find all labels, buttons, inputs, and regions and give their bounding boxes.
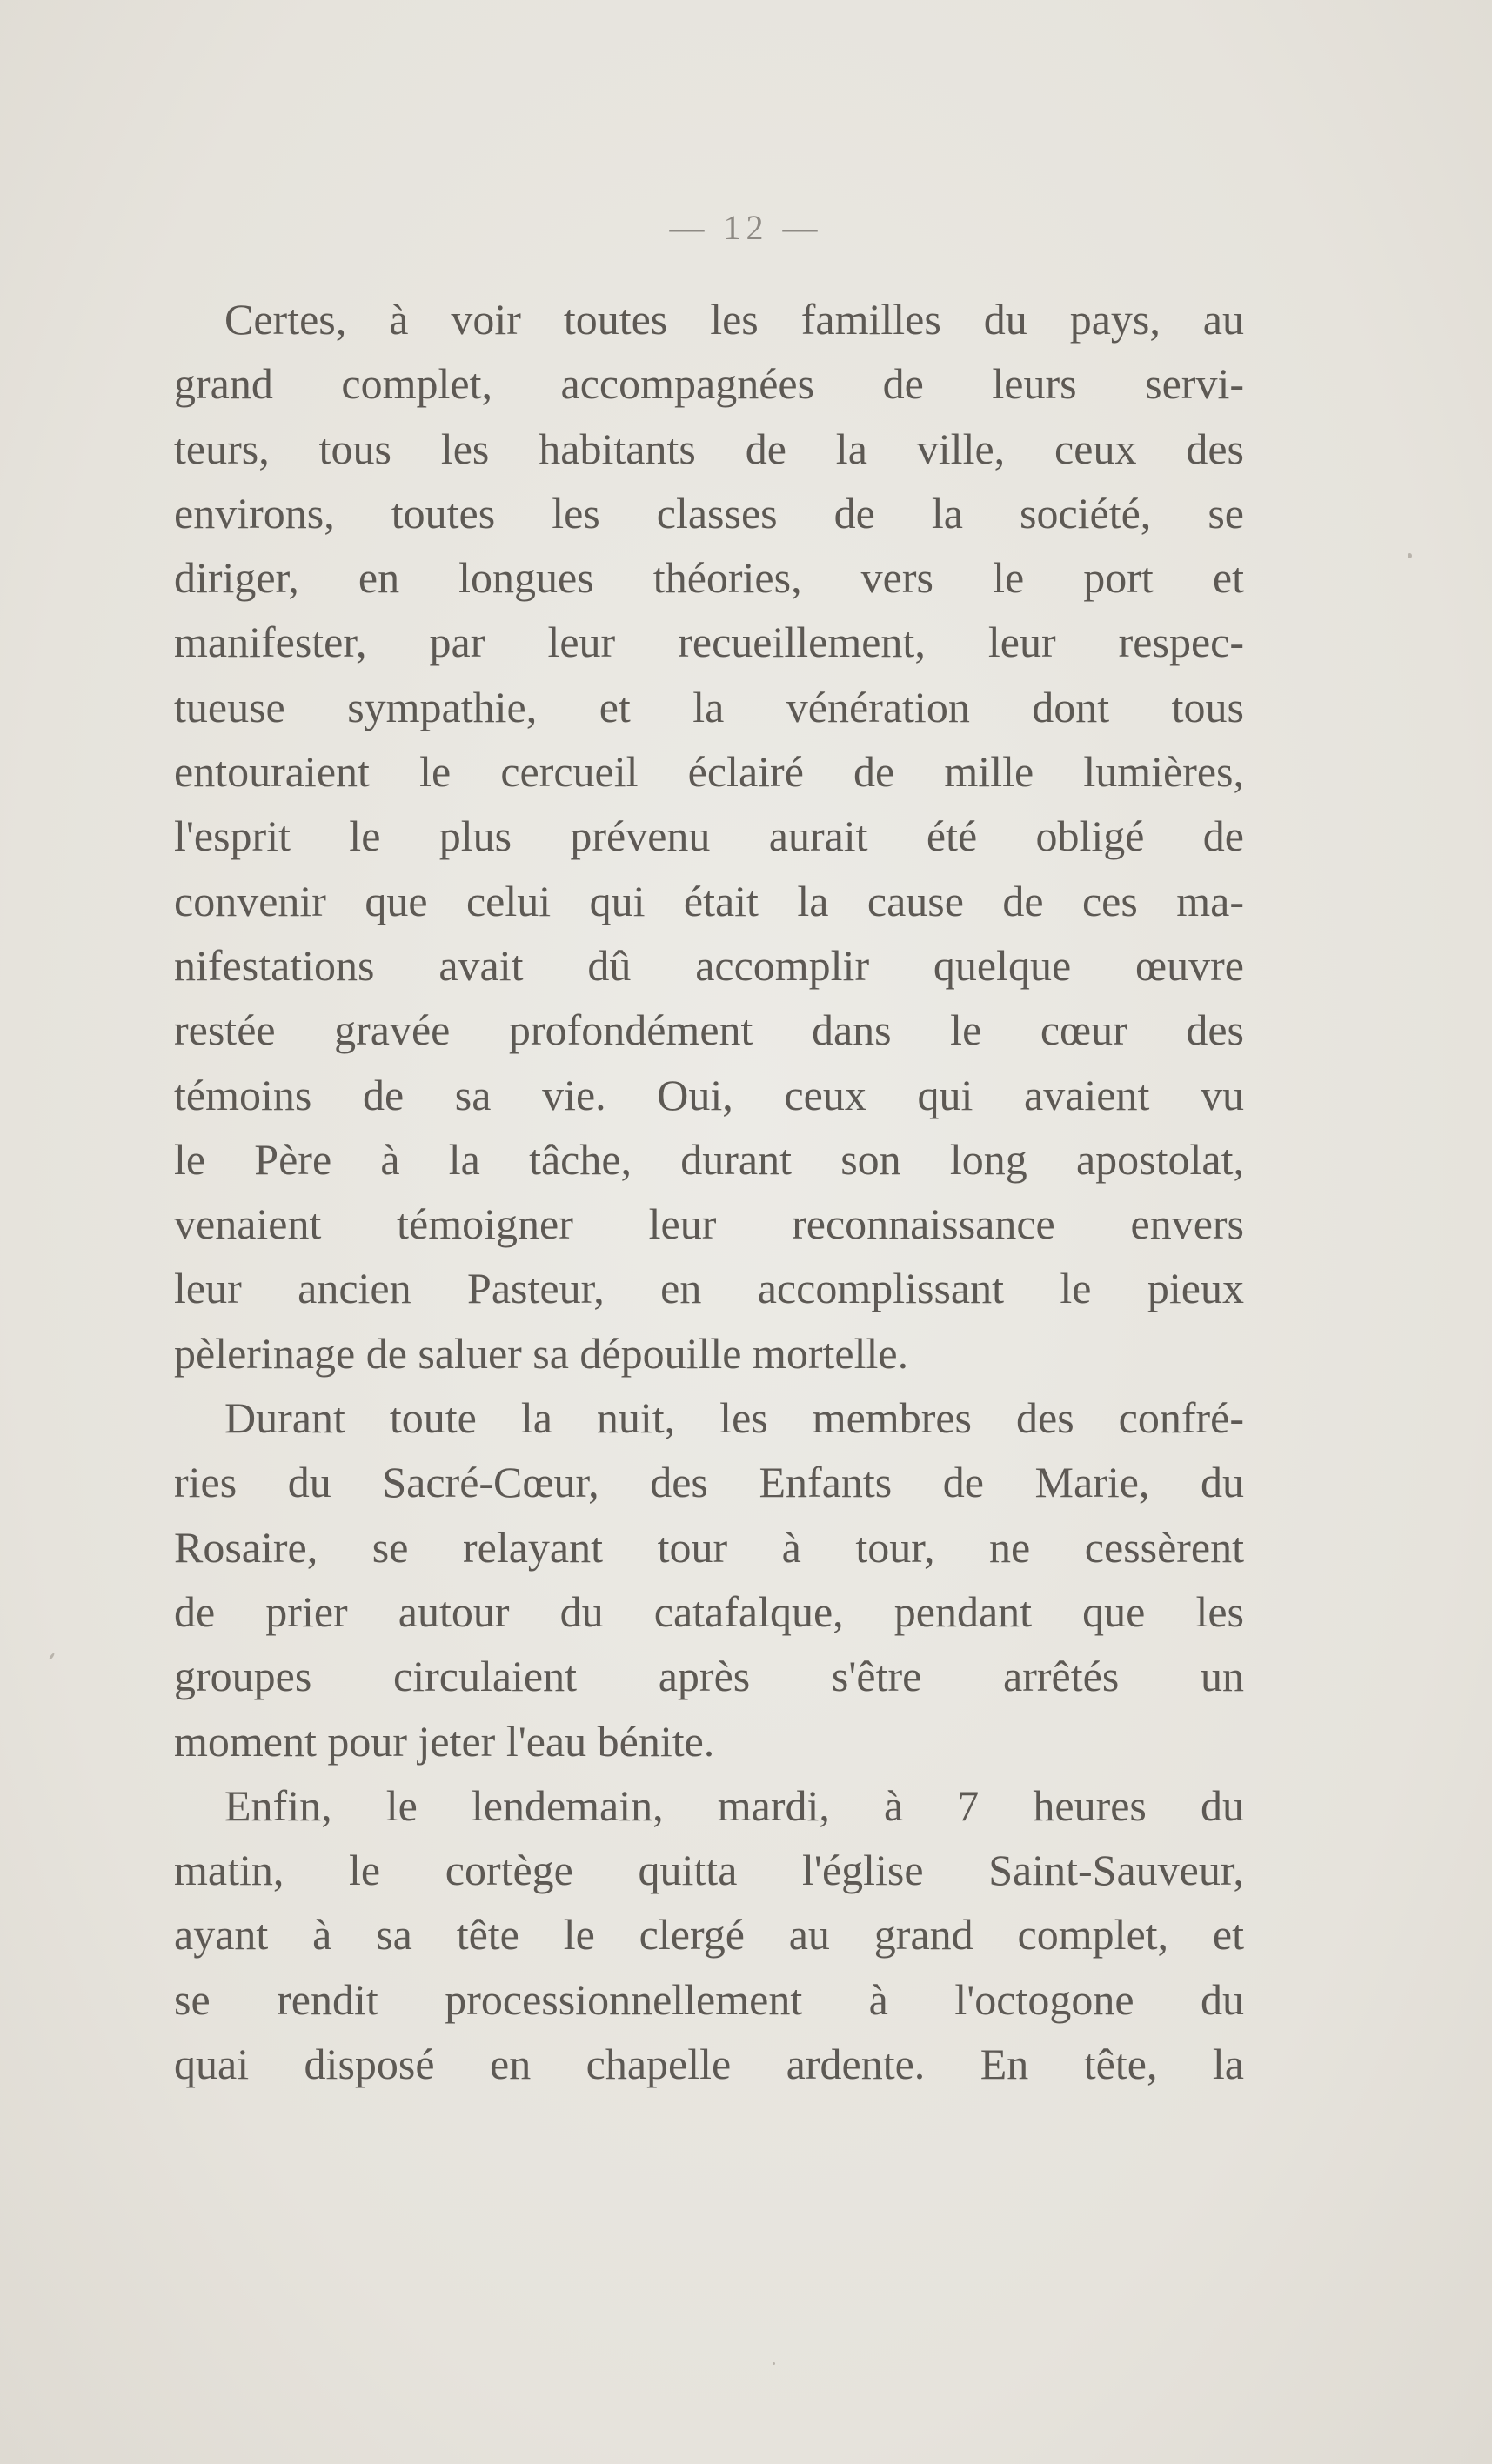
text-line: Rosaire, se relayant tour à tour, ne cessèrent bbox=[174, 1522, 1244, 1572]
text-line: ries du Sacré-Cœur, des Enfants de Marie, du bbox=[174, 1458, 1244, 1507]
paper-speck bbox=[773, 2362, 775, 2365]
text-line: moment pour jeter l'eau bénite. bbox=[174, 1716, 715, 1766]
text-line: se rendit processionnellement à l'octogone du bbox=[174, 1974, 1244, 2024]
page-number: — 12 — bbox=[669, 208, 823, 247]
text-line: le Père à la tâche, durant son long apostolat, bbox=[174, 1134, 1244, 1184]
text-line: manifester, par leur recueillement, leur respec- bbox=[174, 618, 1244, 667]
text-line: l'esprit le plus prévenu aurait été obligé de bbox=[174, 811, 1244, 861]
text-line: grand complet, accompagnées de leurs servi- bbox=[174, 359, 1244, 409]
text-line: leur ancien Pasteur, en accomplissant le pieux bbox=[174, 1264, 1244, 1313]
text-line: nifestations avait dû accomplir quelque œuvre bbox=[174, 940, 1244, 990]
paper-speck bbox=[1408, 553, 1412, 558]
text-line: diriger, en longues théories, vers le port et bbox=[174, 553, 1244, 603]
text-line: teurs, tous les habitants de la ville, ceux des bbox=[174, 424, 1244, 473]
text-line: environs, toutes les classes de la société, se bbox=[174, 488, 1244, 538]
text-line: restée gravée profondément dans le cœur des bbox=[174, 1005, 1244, 1055]
paper-speck bbox=[49, 1653, 56, 1660]
text-line: Enfin, le lendemain, mardi, à 7 heures du bbox=[224, 1780, 1244, 1830]
text-line: de prier autour du catafalque, pendant que les bbox=[174, 1586, 1244, 1636]
text-line: tueuse sympathie, et la vénération dont tous bbox=[174, 682, 1244, 731]
text-line: Durant toute la nuit, les membres des confré- bbox=[224, 1393, 1244, 1443]
text-line: pèlerinage de saluer sa dépouille mortelle. bbox=[174, 1328, 909, 1378]
text-line: quai disposé en chapelle ardente. En tête, la bbox=[174, 2040, 1244, 2089]
text-line: matin, le cortège quitta l'église Saint-Sauveur, bbox=[174, 1846, 1244, 1895]
paragraph-3 bbox=[174, 1773, 1244, 2096]
text-line: Certes, à voir toutes les familles du pays, au bbox=[224, 295, 1244, 344]
body-text bbox=[174, 287, 1244, 2096]
text-line: convenir que celui qui était la cause de ces ma- bbox=[174, 876, 1244, 925]
text-line: ayant à sa tête le clergé au grand complet, et bbox=[174, 1910, 1244, 1960]
paragraph-1 bbox=[174, 287, 1244, 1386]
paragraph-2 bbox=[174, 1386, 1244, 1773]
text-line: venaient témoigner leur reconnaissance envers bbox=[174, 1199, 1244, 1249]
text-line: groupes circulaient après s'être arrêtés un bbox=[174, 1652, 1244, 1701]
text-line: entouraient le cercueil éclairé de mille lumières, bbox=[174, 747, 1244, 797]
text-line: témoins de sa vie. Oui, ceux qui avaient vu bbox=[174, 1070, 1244, 1119]
